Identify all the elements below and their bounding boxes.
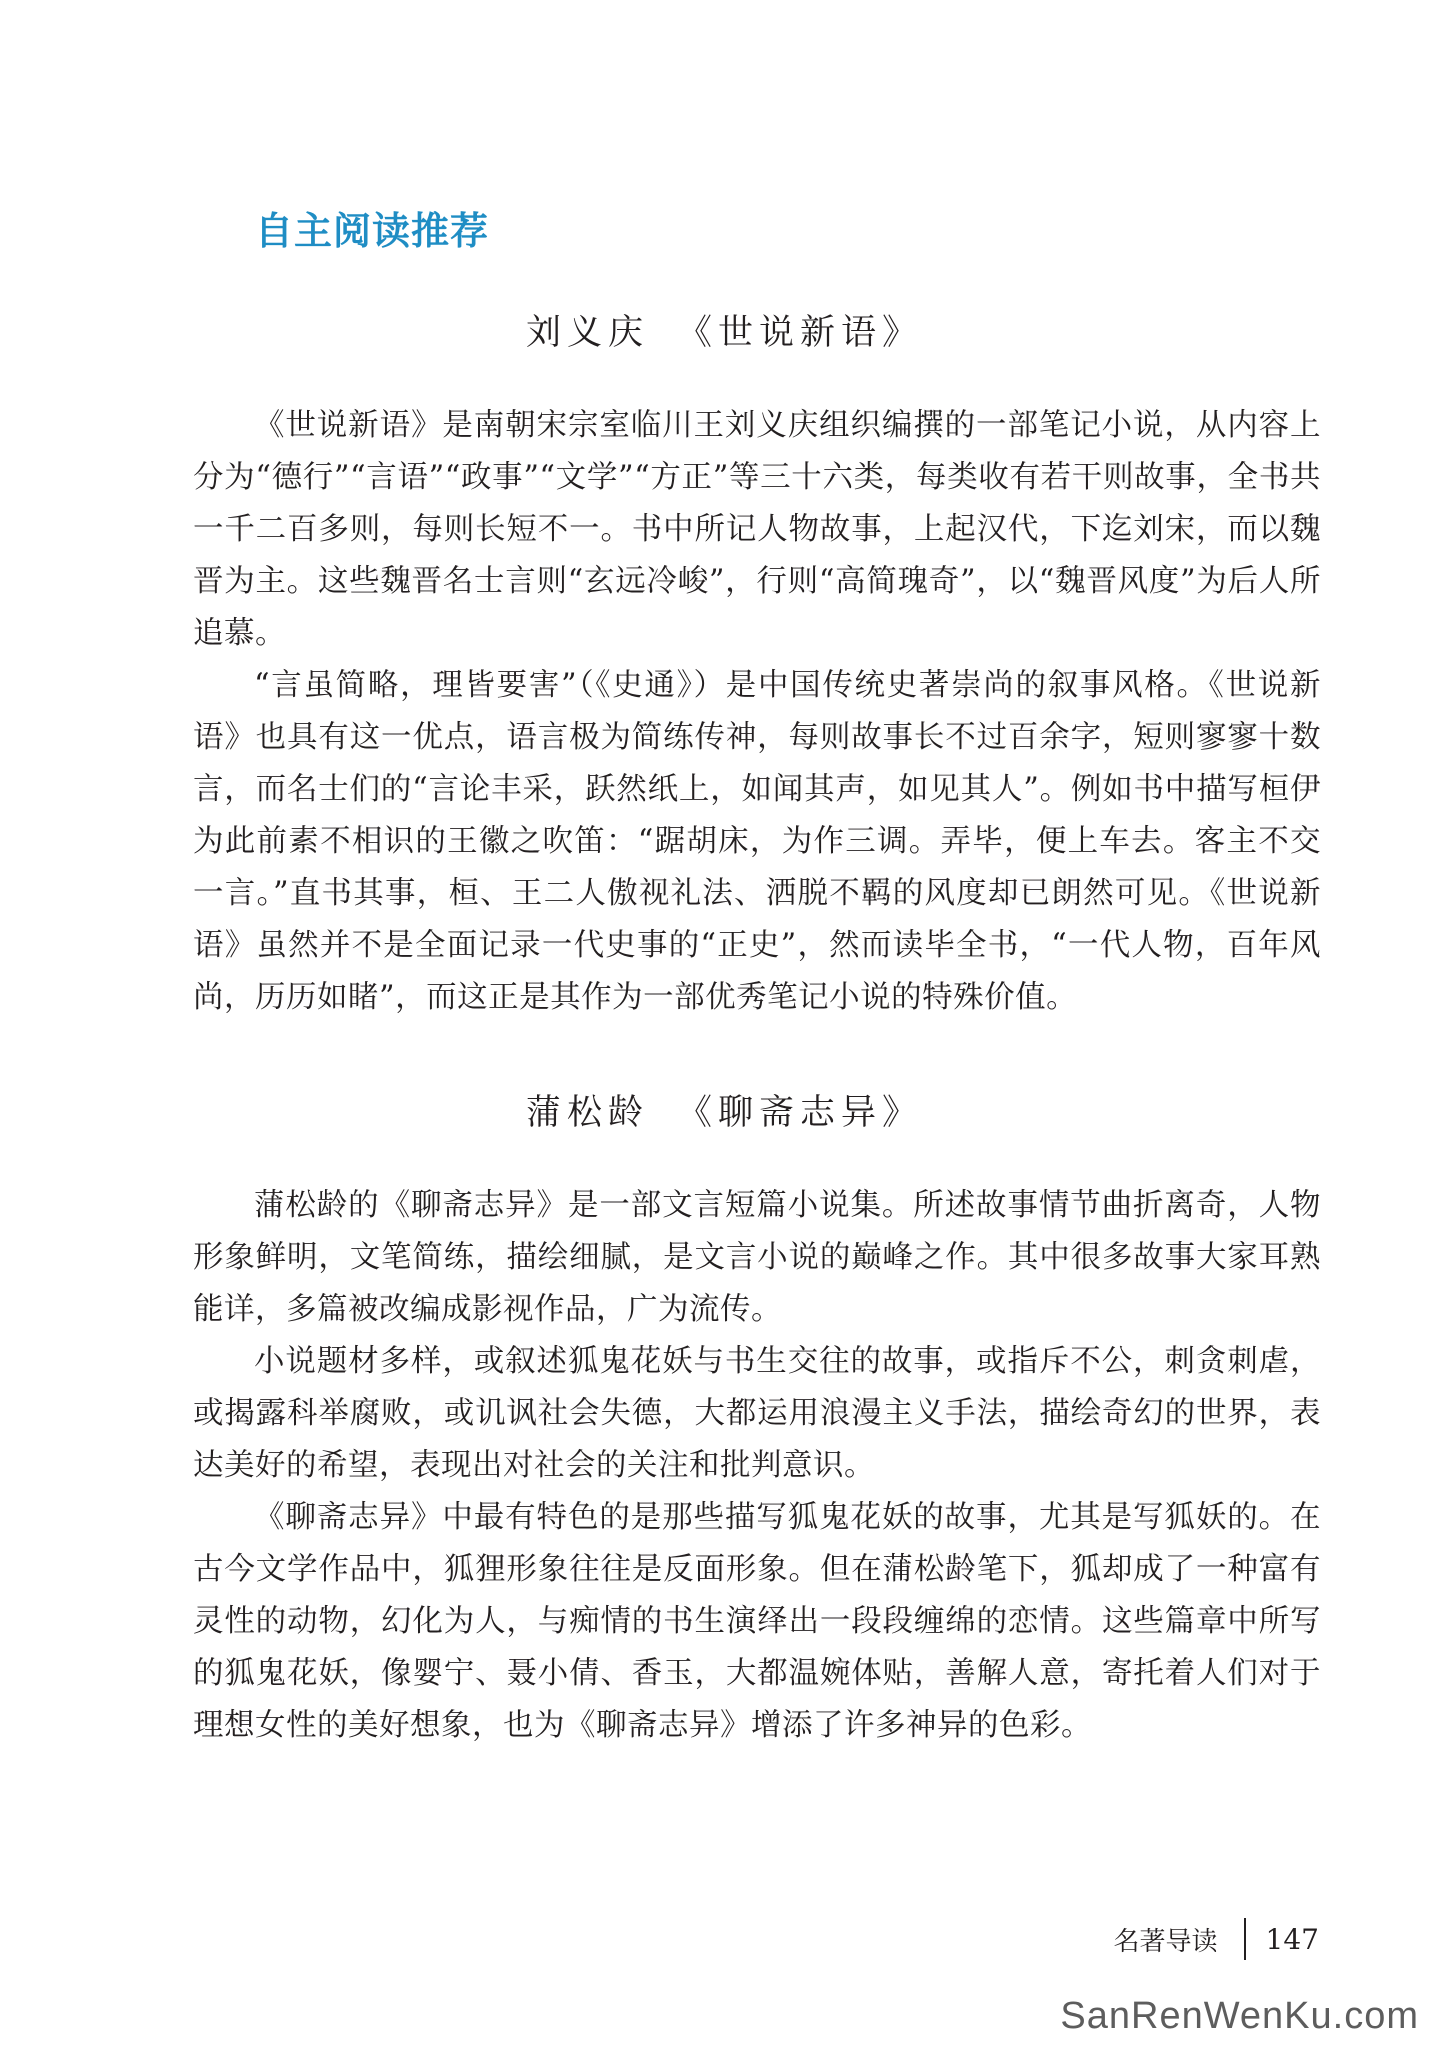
book-title-2 [0,1085,1449,1135]
paragraph: 《聊斋志异》中最有特色的是那些描写狐鬼花妖的故事，尤其是写狐妖的。在古今文学作品中，狐狸形象往往是反面形象。但在蒲松龄笔下，狐却成了一种富有灵性的动物，幻化为人，与痴情的书生演绎出一段段缠绵的恋情。这些篇章中所写的狐鬼花妖，像婴宁、聂小倩、香玉，大都温婉体贴，善解人意，寄托着人们对于理想女性的美好想象，也为《聊斋志异》增添了许多神异的色彩。 [193,1500,1321,1743]
page-footer [1114,1917,1319,1961]
book-title-1 [0,305,1449,355]
paragraph: 小说题材多样，或叙述狐鬼花妖与书生交往的故事，或指斥不公，刺贪刺虐，或揭露科举腐败，或讥讽社会失德，大都运用浪漫主义手法，描绘奇幻的世界，表达美好的希望，表现出对社会的关注和批判意识。 [193,1344,1321,1483]
paragraph: 蒲松龄的《聊斋志异》是一部文言短篇小说集。所述故事情节曲折离奇，人物形象鲜明，文笔简练，描绘细腻，是文言小说的巅峰之作。其中很多故事大家耳熟能详，多篇被改编成影视作品，广为流传。 [193,1188,1321,1327]
page-number: 147 [1265,1922,1319,1956]
paragraph: “言虽简略，理皆要害”（《史通》）是中国传统史著崇尚的叙事风格。《世说新语》也具有这一优点，语言极为简练传神，每则故事长不过百余字，短则寥寥十数言，而名士们的“言论丰采，跃然纸上，如闻其声，如见其人”。例如书中描写桓伊为此前素不相识的王徽之吹笛：“踞胡床，为作三调。弄毕，便上车去。客主不交一言。”直书其事，桓、王二人傲视礼法、洒脱不羁的风度却已朗然可见。《世说新语》虽然并不是全面记录一代史事的“正史”，然而读毕全书，“一代人物，百年风尚，历历如睹”，而这正是其作为一部优秀笔记小说的特殊价值。 [193,668,1321,1015]
book-author: 蒲松龄 [525,1093,649,1133]
book-2-description [193,1180,1321,1752]
paragraph: 《世说新语》是南朝宋宗室临川王刘义庆组织编撰的一部笔记小说，从内容上分为“德行”“言语”“政事”“文学”“方正”等三十六类，每类收有若干则故事，全书共一千二百多则，每则长短不一。书中所记人物故事，上起汉代，下迄刘宋，而以魏晋为主。这些魏晋名士言则“玄远冷峻”，行则“高简瑰奇”，以“魏晋风度”为后人所追慕。 [193,408,1321,651]
footer-label: 名著导读 [1113,1926,1218,1957]
book-1-description [193,400,1321,1024]
book-author: 刘义庆 [525,313,649,353]
watermark: SanRenWenKu.com [1060,1995,1419,2037]
book-name: 《聊斋志异》 [677,1093,924,1133]
section-heading: 自主阅读推荐 [255,209,490,253]
book-name: 《世说新语》 [677,313,924,353]
